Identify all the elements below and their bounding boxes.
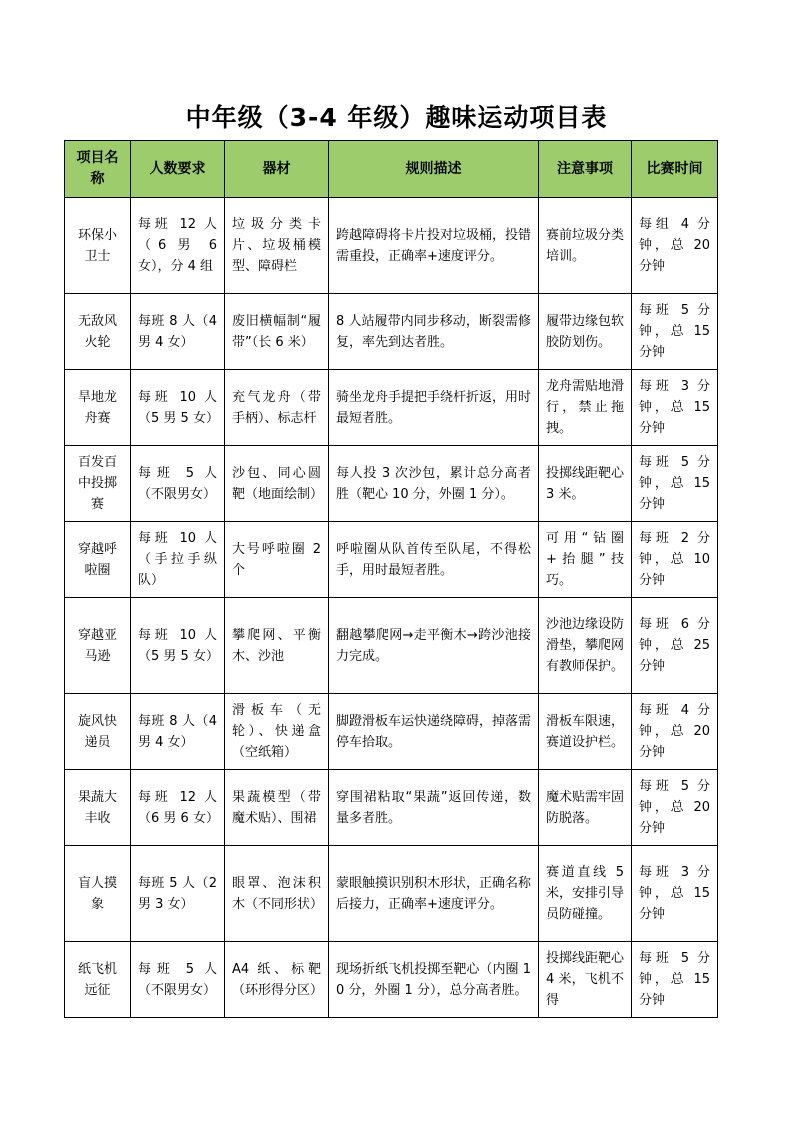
- cell-equipment: A4 纸、标靶（环形得分区）: [225, 942, 329, 1018]
- cell-equipment: 沙包、同心圆靶（地面绘制）: [225, 446, 329, 522]
- cell-name: 旋风快递员: [65, 694, 131, 770]
- cell-equipment: 眼罩、泡沫积木（不同形状）: [225, 846, 329, 942]
- cell-time: 每班 5 分钟，总 20 分钟: [632, 770, 718, 846]
- cell-time: 每班 3 分钟，总 15 分钟: [632, 846, 718, 942]
- cell-notes: 履带边缘包软胶防划伤。: [539, 294, 632, 370]
- table-row: [65, 198, 718, 294]
- table-row: [65, 694, 718, 770]
- cell-people: 每班 5 人（不限男女）: [131, 446, 225, 522]
- cell-people: 每班 10 人（5 男 5 女）: [131, 370, 225, 446]
- cell-notes: 龙舟需贴地滑行，禁止拖拽。: [539, 370, 632, 446]
- table-row: [65, 846, 718, 942]
- table-row: [65, 942, 718, 1018]
- cell-notes: 魔术贴需牢固防脱落。: [539, 770, 632, 846]
- table-row: [65, 770, 718, 846]
- cell-notes: 滑板车限速，赛道设护栏。: [539, 694, 632, 770]
- cell-name: 盲人摸象: [65, 846, 131, 942]
- cell-time: 每班 3 分钟，总 15 分钟: [632, 370, 718, 446]
- cell-rules: 骑坐龙舟手提把手绕杆折返，用时最短者胜。: [329, 370, 539, 446]
- cell-equipment: 废旧横幅制“履带”（长 6 米）: [225, 294, 329, 370]
- cell-notes: 赛前垃圾分类培训。: [539, 198, 632, 294]
- table-row: [65, 294, 718, 370]
- cell-rules: 穿围裙粘取“果蔬”返回传递，数量多者胜。: [329, 770, 539, 846]
- table-row: [65, 598, 718, 694]
- cell-people: 每班 5 人（不限男女）: [131, 942, 225, 1018]
- table-header-row: [65, 141, 718, 198]
- cell-time: 每班 5 分钟，总 15 分钟: [632, 294, 718, 370]
- cell-rules: 每人投 3 次沙包，累计总分高者胜（靶心 10 分，外圈 1 分）。: [329, 446, 539, 522]
- table-row: [65, 522, 718, 598]
- cell-equipment: 大号呼啦圈 2 个: [225, 522, 329, 598]
- cell-time: 每班 6 分钟，总 25 分钟: [632, 598, 718, 694]
- cell-notes: 赛道直线 5 米，安排引导员防碰撞。: [539, 846, 632, 942]
- cell-rules: 8 人站履带内同步移动，断裂需修复，率先到达者胜。: [329, 294, 539, 370]
- cell-name: 无敌风火轮: [65, 294, 131, 370]
- cell-people: 每班 5 人（2 男 3 女）: [131, 846, 225, 942]
- cell-name: 穿越呼啦圈: [65, 522, 131, 598]
- cell-notes: 投掷线距靶心 4 米，飞机不得: [546, 951, 624, 1008]
- column-header-people: 人数要求: [131, 141, 225, 198]
- cell-time: 每组 4 分钟，总 20 分钟: [632, 198, 718, 294]
- cell-name: 环保小卫士: [65, 198, 131, 294]
- column-header-name: 项目名称: [65, 141, 131, 198]
- cell-name: 旱地龙舟赛: [65, 370, 131, 446]
- cell-people: 每班 10 人（5 男 5 女）: [131, 598, 225, 694]
- cell-people: 每班 10 人（手拉手纵队）: [131, 522, 225, 598]
- cell-name: 百发百中投掷赛: [65, 446, 131, 522]
- cell-time: 每班 5 分钟，总 15 分钟: [632, 446, 718, 522]
- cell-rules: 蒙眼触摸识别积木形状，正确名称后接力，正确率+速度评分。: [329, 846, 539, 942]
- column-header-rules: 规则描述: [329, 141, 539, 198]
- cell-equipment: 垃圾分类卡片、垃圾桶模型、障碍栏: [225, 198, 329, 294]
- cell-equipment: 充气龙舟（带手柄）、标志杆: [225, 370, 329, 446]
- table-row: [65, 446, 718, 522]
- cell-rules: 脚蹬滑板车运快递绕障碍，掉落需停车拾取。: [329, 694, 539, 770]
- cell-rules: 翻越攀爬网→走平衡木→跨沙池接力完成。: [329, 598, 539, 694]
- cell-equipment: 攀爬网、平衡木、沙池: [225, 598, 329, 694]
- column-header-notes: 注意事项: [539, 141, 632, 198]
- column-header-time: 比赛时间: [632, 141, 718, 198]
- activity-table: [64, 140, 718, 1018]
- column-header-equipment: 器材: [225, 141, 329, 198]
- cell-equipment: 滑板车（无轮）、快递盒（空纸箱）: [225, 694, 329, 770]
- cell-name: 穿越亚马逊: [65, 598, 131, 694]
- cell-name: 纸飞机远征: [65, 942, 131, 1018]
- cell-notes: 投掷线距靶心 3 米。: [539, 446, 632, 522]
- cell-name: 果蔬大丰收: [65, 770, 131, 846]
- cell-people: 每班 8 人（4 男 4 女）: [131, 694, 225, 770]
- cell-time: 每班 4 分钟，总 20 分钟: [632, 694, 718, 770]
- cell-rules: 现场折纸飞机投掷至靶心（内圈 10 分，外圈 1 分），总分高者胜。: [329, 942, 539, 1018]
- cell-rules: 呼啦圈从队首传至队尾，不得松手，用时最短者胜。: [329, 522, 539, 598]
- cell-people: 每班 8 人（4 男 4 女）: [131, 294, 225, 370]
- cell-time: 每班 2 分钟，总 10 分钟: [632, 522, 718, 598]
- cell-time: 每班 5 分钟，总 15 分钟: [632, 942, 718, 1018]
- cell-rules: 跨越障碍将卡片投对垃圾桶，投错需重投，正确率+速度评分。: [329, 198, 539, 294]
- cell-notes: 可用“钻圈+抬腿”技巧。: [539, 522, 632, 598]
- cell-equipment: 果蔬模型（带魔术贴）、围裙: [225, 770, 329, 846]
- cell-notes: 沙池边缘设防滑垫，攀爬网有教师保护。: [539, 598, 632, 694]
- page-title: 中年级（3-4 年级）趣味运动项目表: [185, 103, 608, 132]
- table-row: [65, 370, 718, 446]
- cell-people: 每班 12 人（6 男 6 女）: [131, 770, 225, 846]
- cell-people: 每班 12 人（6 男 6 女），分 4 组: [131, 198, 225, 294]
